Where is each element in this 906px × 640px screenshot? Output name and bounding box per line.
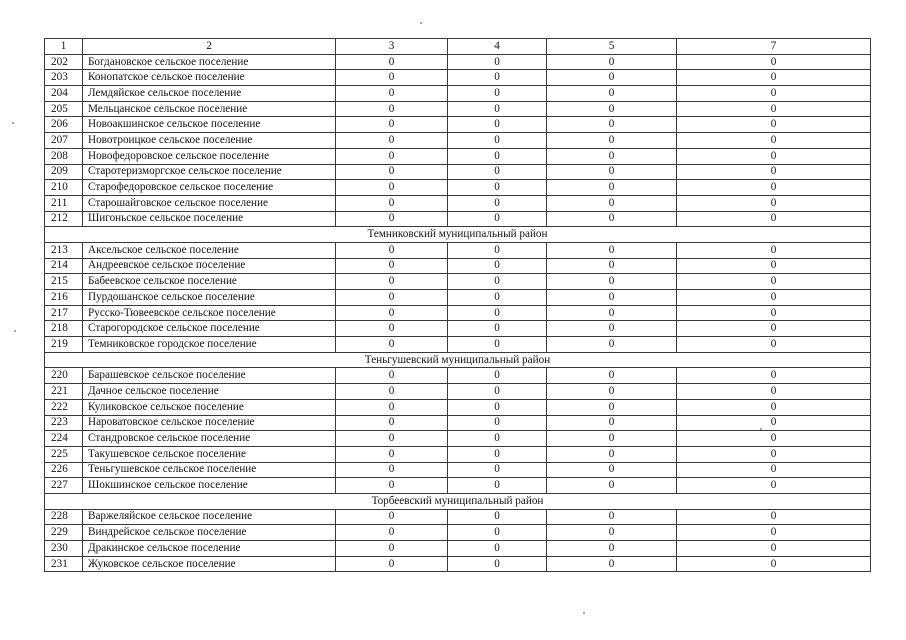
row-number-cell: 206 bbox=[45, 117, 83, 133]
col5-value-cell: 0 bbox=[547, 70, 677, 86]
col4-value-cell: 0 bbox=[448, 180, 547, 196]
scan-speck bbox=[12, 122, 14, 124]
table-row bbox=[45, 415, 871, 431]
col7-value-cell: 0 bbox=[677, 101, 871, 117]
row-number-cell: 231 bbox=[45, 556, 83, 572]
column-header-1: 1 bbox=[45, 39, 83, 55]
row-number-cell: 214 bbox=[45, 258, 83, 274]
table-row bbox=[45, 478, 871, 494]
table-row bbox=[45, 446, 871, 462]
col5-value-cell: 0 bbox=[547, 446, 677, 462]
col5-value-cell: 0 bbox=[547, 133, 677, 149]
col3-value-cell: 0 bbox=[336, 180, 448, 196]
settlement-name-cell: Такушевское сельское поселение bbox=[83, 446, 336, 462]
col3-value-cell: 0 bbox=[336, 70, 448, 86]
table-row bbox=[45, 321, 871, 337]
col5-value-cell: 0 bbox=[547, 117, 677, 133]
table-row bbox=[45, 384, 871, 400]
col5-value-cell: 0 bbox=[547, 321, 677, 337]
col7-value-cell: 0 bbox=[677, 164, 871, 180]
col4-value-cell: 0 bbox=[448, 258, 547, 274]
settlement-name-cell: Новотроицкое сельское поселение bbox=[83, 133, 336, 149]
col5-value-cell: 0 bbox=[547, 368, 677, 384]
col7-value-cell: 0 bbox=[677, 399, 871, 415]
scan-speck bbox=[760, 428, 762, 430]
settlement-name-cell: Барашевское сельское поселение bbox=[83, 368, 336, 384]
row-number-cell: 204 bbox=[45, 86, 83, 102]
settlement-name-cell: Андреевское сельское поселение bbox=[83, 258, 336, 274]
table-row bbox=[45, 258, 871, 274]
col3-value-cell: 0 bbox=[336, 211, 448, 227]
table-row bbox=[45, 399, 871, 415]
data-table bbox=[44, 38, 871, 572]
col7-value-cell: 0 bbox=[677, 117, 871, 133]
col3-value-cell: 0 bbox=[336, 509, 448, 525]
settlement-name-cell: Бабеевское сельское поселение bbox=[83, 274, 336, 290]
scan-speck bbox=[420, 22, 422, 24]
row-number-cell: 212 bbox=[45, 211, 83, 227]
col3-value-cell: 0 bbox=[336, 101, 448, 117]
col4-value-cell: 0 bbox=[448, 86, 547, 102]
col4-value-cell: 0 bbox=[448, 211, 547, 227]
table-row bbox=[45, 117, 871, 133]
col7-value-cell: 0 bbox=[677, 431, 871, 447]
col4-value-cell: 0 bbox=[448, 305, 547, 321]
col4-value-cell: 0 bbox=[448, 321, 547, 337]
row-number-cell: 207 bbox=[45, 133, 83, 149]
col7-value-cell: 0 bbox=[677, 70, 871, 86]
col4-value-cell: 0 bbox=[448, 54, 547, 70]
settlement-name-cell: Русско-Тювеевское сельское поселение bbox=[83, 305, 336, 321]
table-row bbox=[45, 368, 871, 384]
col7-value-cell: 0 bbox=[677, 148, 871, 164]
row-number-cell: 220 bbox=[45, 368, 83, 384]
column-header-6: 7 bbox=[677, 39, 871, 55]
table-row bbox=[45, 509, 871, 525]
col4-value-cell: 0 bbox=[448, 478, 547, 494]
col4-value-cell: 0 bbox=[448, 133, 547, 149]
table-row bbox=[45, 242, 871, 258]
settlement-name-cell: Шигоньское сельское поселение bbox=[83, 211, 336, 227]
col4-value-cell: 0 bbox=[448, 541, 547, 557]
col3-value-cell: 0 bbox=[336, 462, 448, 478]
col3-value-cell: 0 bbox=[336, 541, 448, 557]
settlement-name-cell: Жуковское сельское поселение bbox=[83, 556, 336, 572]
row-number-cell: 227 bbox=[45, 478, 83, 494]
col7-value-cell: 0 bbox=[677, 509, 871, 525]
col5-value-cell: 0 bbox=[547, 415, 677, 431]
row-number-cell: 218 bbox=[45, 321, 83, 337]
col5-value-cell: 0 bbox=[547, 431, 677, 447]
row-number-cell: 226 bbox=[45, 462, 83, 478]
col7-value-cell: 0 bbox=[677, 525, 871, 541]
table-row bbox=[45, 101, 871, 117]
col5-value-cell: 0 bbox=[547, 462, 677, 478]
col4-value-cell: 0 bbox=[448, 290, 547, 306]
col3-value-cell: 0 bbox=[336, 321, 448, 337]
table-row bbox=[45, 525, 871, 541]
col5-value-cell: 0 bbox=[547, 148, 677, 164]
table-row bbox=[45, 164, 871, 180]
row-number-cell: 211 bbox=[45, 195, 83, 211]
col7-value-cell: 0 bbox=[677, 541, 871, 557]
col7-value-cell: 0 bbox=[677, 86, 871, 102]
col3-value-cell: 0 bbox=[336, 399, 448, 415]
col4-value-cell: 0 bbox=[448, 164, 547, 180]
col5-value-cell: 0 bbox=[547, 86, 677, 102]
col3-value-cell: 0 bbox=[336, 290, 448, 306]
col7-value-cell: 0 bbox=[677, 211, 871, 227]
col5-value-cell: 0 bbox=[547, 274, 677, 290]
col3-value-cell: 0 bbox=[336, 415, 448, 431]
district-title: Торбеевский муниципальный район bbox=[45, 493, 871, 509]
col3-value-cell: 0 bbox=[336, 556, 448, 572]
row-number-cell: 228 bbox=[45, 509, 83, 525]
table-row bbox=[45, 70, 871, 86]
col3-value-cell: 0 bbox=[336, 242, 448, 258]
table-row bbox=[45, 180, 871, 196]
col7-value-cell: 0 bbox=[677, 54, 871, 70]
col5-value-cell: 0 bbox=[547, 478, 677, 494]
row-number-cell: 224 bbox=[45, 431, 83, 447]
table-row bbox=[45, 133, 871, 149]
col3-value-cell: 0 bbox=[336, 337, 448, 353]
col7-value-cell: 0 bbox=[677, 446, 871, 462]
col3-value-cell: 0 bbox=[336, 133, 448, 149]
col3-value-cell: 0 bbox=[336, 274, 448, 290]
col3-value-cell: 0 bbox=[336, 54, 448, 70]
table-row bbox=[45, 86, 871, 102]
scan-speck bbox=[14, 330, 16, 332]
col3-value-cell: 0 bbox=[336, 478, 448, 494]
district-section-row bbox=[45, 352, 871, 368]
col3-value-cell: 0 bbox=[336, 305, 448, 321]
col5-value-cell: 0 bbox=[547, 195, 677, 211]
table-row bbox=[45, 541, 871, 557]
col5-value-cell: 0 bbox=[547, 337, 677, 353]
col7-value-cell: 0 bbox=[677, 462, 871, 478]
col4-value-cell: 0 bbox=[448, 148, 547, 164]
settlement-name-cell: Стандровское сельское поселение bbox=[83, 431, 336, 447]
header-row bbox=[45, 39, 871, 55]
col5-value-cell: 0 bbox=[547, 525, 677, 541]
col3-value-cell: 0 bbox=[336, 368, 448, 384]
column-header-5: 5 bbox=[547, 39, 677, 55]
col5-value-cell: 0 bbox=[547, 180, 677, 196]
settlement-name-cell: Шокшинское сельское поселение bbox=[83, 478, 336, 494]
col7-value-cell: 0 bbox=[677, 368, 871, 384]
row-number-cell: 219 bbox=[45, 337, 83, 353]
settlement-name-cell: Старофедоровское сельское поселение bbox=[83, 180, 336, 196]
col7-value-cell: 0 bbox=[677, 258, 871, 274]
col4-value-cell: 0 bbox=[448, 337, 547, 353]
col5-value-cell: 0 bbox=[547, 258, 677, 274]
col5-value-cell: 0 bbox=[547, 164, 677, 180]
row-number-cell: 217 bbox=[45, 305, 83, 321]
row-number-cell: 205 bbox=[45, 101, 83, 117]
settlement-name-cell: Аксельское сельское поселение bbox=[83, 242, 336, 258]
col5-value-cell: 0 bbox=[547, 305, 677, 321]
settlement-name-cell: Темниковское городское поселение bbox=[83, 337, 336, 353]
settlement-name-cell: Дачное сельское поселение bbox=[83, 384, 336, 400]
table-body bbox=[45, 39, 871, 572]
col7-value-cell: 0 bbox=[677, 242, 871, 258]
col3-value-cell: 0 bbox=[336, 384, 448, 400]
column-header-2: 2 bbox=[83, 39, 336, 55]
row-number-cell: 221 bbox=[45, 384, 83, 400]
row-number-cell: 230 bbox=[45, 541, 83, 557]
col7-value-cell: 0 bbox=[677, 274, 871, 290]
row-number-cell: 225 bbox=[45, 446, 83, 462]
col3-value-cell: 0 bbox=[336, 164, 448, 180]
col3-value-cell: 0 bbox=[336, 195, 448, 211]
row-number-cell: 210 bbox=[45, 180, 83, 196]
table-row bbox=[45, 211, 871, 227]
settlement-name-cell: Куликовское сельское поселение bbox=[83, 399, 336, 415]
col3-value-cell: 0 bbox=[336, 525, 448, 541]
col4-value-cell: 0 bbox=[448, 525, 547, 541]
table-row bbox=[45, 195, 871, 211]
col5-value-cell: 0 bbox=[547, 54, 677, 70]
col7-value-cell: 0 bbox=[677, 290, 871, 306]
settlement-name-cell: Виндрейское сельское поселение bbox=[83, 525, 336, 541]
col7-value-cell: 0 bbox=[677, 321, 871, 337]
col4-value-cell: 0 bbox=[448, 462, 547, 478]
col5-value-cell: 0 bbox=[547, 290, 677, 306]
col5-value-cell: 0 bbox=[547, 556, 677, 572]
column-header-4: 4 bbox=[448, 39, 547, 55]
col3-value-cell: 0 bbox=[336, 148, 448, 164]
col7-value-cell: 0 bbox=[677, 337, 871, 353]
settlement-name-cell: Лемдяйское сельское поселение bbox=[83, 86, 336, 102]
table-row bbox=[45, 305, 871, 321]
district-section-row bbox=[45, 227, 871, 243]
col4-value-cell: 0 bbox=[448, 242, 547, 258]
col5-value-cell: 0 bbox=[547, 242, 677, 258]
row-number-cell: 229 bbox=[45, 525, 83, 541]
table-row bbox=[45, 148, 871, 164]
settlement-name-cell: Новофедоровское сельское поселение bbox=[83, 148, 336, 164]
table-row bbox=[45, 54, 871, 70]
row-number-cell: 202 bbox=[45, 54, 83, 70]
col5-value-cell: 0 bbox=[547, 399, 677, 415]
col4-value-cell: 0 bbox=[448, 509, 547, 525]
col7-value-cell: 0 bbox=[677, 415, 871, 431]
settlement-name-cell: Варжеляйское сельское поселение bbox=[83, 509, 336, 525]
table-row bbox=[45, 290, 871, 306]
row-number-cell: 203 bbox=[45, 70, 83, 86]
settlement-name-cell: Новоакшинское сельское поселение bbox=[83, 117, 336, 133]
col4-value-cell: 0 bbox=[448, 431, 547, 447]
table-row bbox=[45, 431, 871, 447]
settlement-name-cell: Старошайговское сельское поселение bbox=[83, 195, 336, 211]
settlement-name-cell: Теньгушевское сельское поселение bbox=[83, 462, 336, 478]
col5-value-cell: 0 bbox=[547, 101, 677, 117]
col4-value-cell: 0 bbox=[448, 556, 547, 572]
district-title: Темниковский муниципальный район bbox=[45, 227, 871, 243]
col7-value-cell: 0 bbox=[677, 133, 871, 149]
row-number-cell: 223 bbox=[45, 415, 83, 431]
row-number-cell: 215 bbox=[45, 274, 83, 290]
settlement-name-cell: Мельцанское сельское поселение bbox=[83, 101, 336, 117]
col4-value-cell: 0 bbox=[448, 399, 547, 415]
row-number-cell: 216 bbox=[45, 290, 83, 306]
col4-value-cell: 0 bbox=[448, 274, 547, 290]
col3-value-cell: 0 bbox=[336, 117, 448, 133]
col3-value-cell: 0 bbox=[336, 431, 448, 447]
settlement-name-cell: Старогородское сельское поселение bbox=[83, 321, 336, 337]
district-title: Теньгушевский муниципальный район bbox=[45, 352, 871, 368]
settlement-name-cell: Богдановское сельское поселение bbox=[83, 54, 336, 70]
col7-value-cell: 0 bbox=[677, 180, 871, 196]
column-header-3: 3 bbox=[336, 39, 448, 55]
row-number-cell: 213 bbox=[45, 242, 83, 258]
row-number-cell: 208 bbox=[45, 148, 83, 164]
col3-value-cell: 0 bbox=[336, 86, 448, 102]
col7-value-cell: 0 bbox=[677, 556, 871, 572]
col4-value-cell: 0 bbox=[448, 368, 547, 384]
col3-value-cell: 0 bbox=[336, 258, 448, 274]
col4-value-cell: 0 bbox=[448, 384, 547, 400]
table-row bbox=[45, 462, 871, 478]
col5-value-cell: 0 bbox=[547, 509, 677, 525]
table-row bbox=[45, 556, 871, 572]
settlement-name-cell: Дракинское сельское поселение bbox=[83, 541, 336, 557]
col7-value-cell: 0 bbox=[677, 305, 871, 321]
col7-value-cell: 0 bbox=[677, 195, 871, 211]
row-number-cell: 209 bbox=[45, 164, 83, 180]
col4-value-cell: 0 bbox=[448, 117, 547, 133]
table-row bbox=[45, 274, 871, 290]
col4-value-cell: 0 bbox=[448, 70, 547, 86]
col5-value-cell: 0 bbox=[547, 541, 677, 557]
settlement-name-cell: Старотеризморгское сельское поселение bbox=[83, 164, 336, 180]
col5-value-cell: 0 bbox=[547, 211, 677, 227]
col7-value-cell: 0 bbox=[677, 478, 871, 494]
col5-value-cell: 0 bbox=[547, 384, 677, 400]
col4-value-cell: 0 bbox=[448, 415, 547, 431]
settlement-name-cell: Пурдошанское сельское поселение bbox=[83, 290, 336, 306]
district-section-row bbox=[45, 493, 871, 509]
settlement-name-cell: Нароватовское сельское поселение bbox=[83, 415, 336, 431]
col3-value-cell: 0 bbox=[336, 446, 448, 462]
row-number-cell: 222 bbox=[45, 399, 83, 415]
col4-value-cell: 0 bbox=[448, 101, 547, 117]
col4-value-cell: 0 bbox=[448, 195, 547, 211]
table-row bbox=[45, 337, 871, 353]
settlement-name-cell: Конопатское сельское поселение bbox=[83, 70, 336, 86]
scan-speck bbox=[583, 612, 585, 614]
col4-value-cell: 0 bbox=[448, 446, 547, 462]
col7-value-cell: 0 bbox=[677, 384, 871, 400]
